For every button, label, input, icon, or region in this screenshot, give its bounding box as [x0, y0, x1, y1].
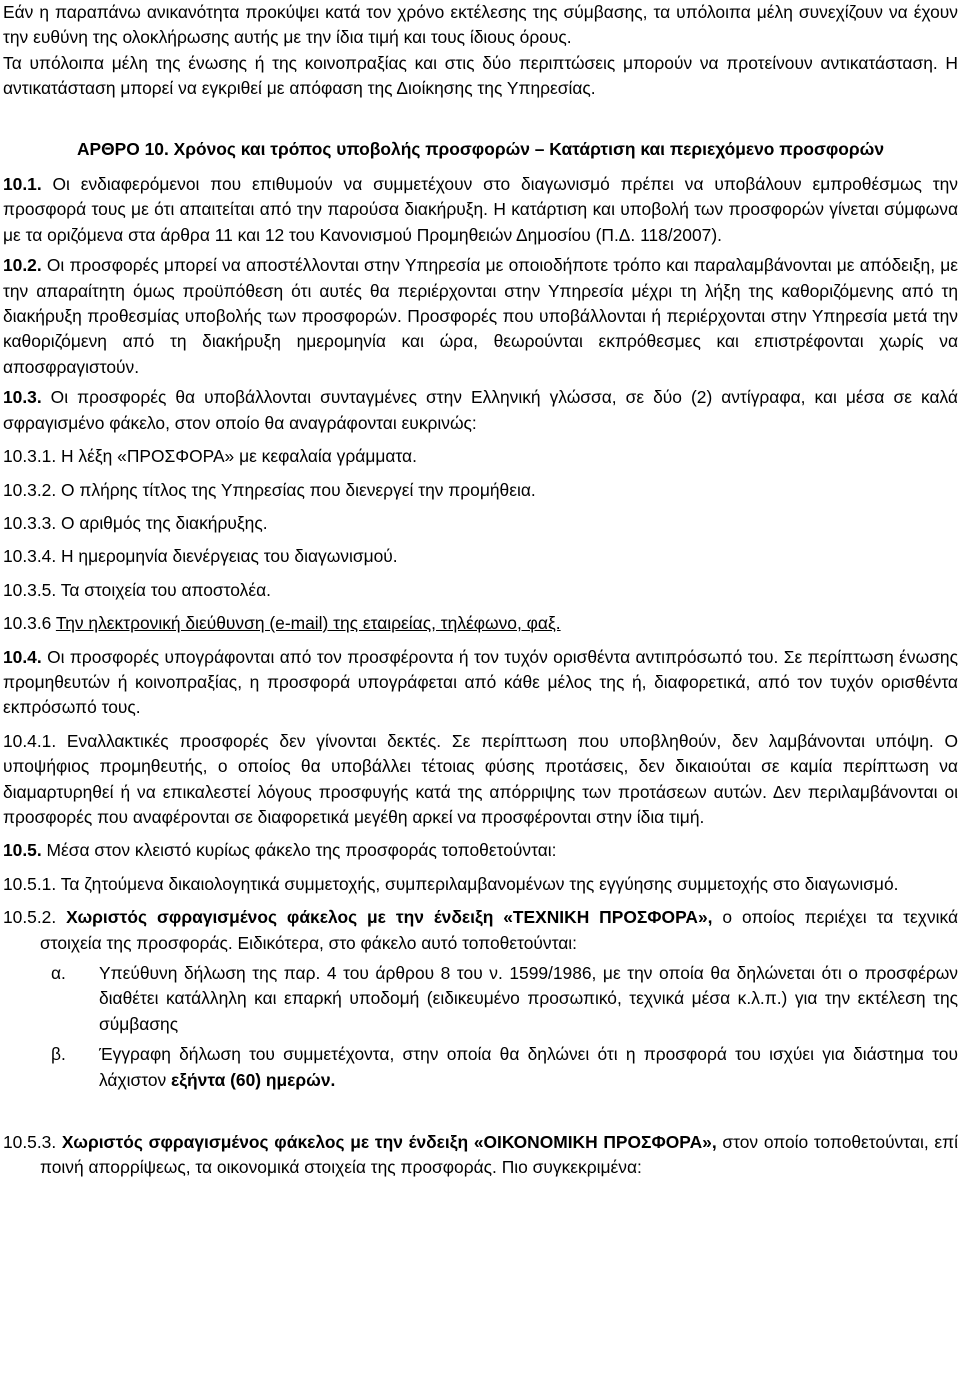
item-text: Την ηλεκτρονική διεύθυνση (e-mail) της εταιρείας, τηλέφωνο, φαξ.	[55, 613, 561, 634]
section-10-5-2	[3, 905, 958, 956]
section-text: Οι ενδιαφερόμενοι που επιθυμούν να συμμετέχουν στο διαγωνισμό πρέπει να υποβάλουν εμπροθέσμως την προσφορά τους με ότι απαιτείται από την παρούσα διακήρυξη. Η κατάρτιση και υποβολή των προσφορών γίνεται σύμφωνα με τα οριζόμενα στα άρθρα 11 και 12 του Κανονισμού Προμηθειών Δημοσίου (Π.Δ. 118/2007).	[3, 174, 958, 245]
section-text: Μέσα στον κλειστό κυρίως φάκελο της προσφοράς τοποθετούνται:	[41, 840, 557, 861]
list-marker: β.	[51, 1044, 66, 1065]
section-text: Οι προσφορές μπορεί να αποστέλλονται στην Υπηρεσία με οποιοδήποτε τρόπο και παραλαμβάνονται με απόδειξη, με την απαραίτητη όμως προϋπόθεση ότι αυτές θα περιέρχονται στην Υπηρεσία μέχρι τη λήξη της καθοριζόμενης από τη διακήρυξη προθεσμίας υποβολής των προσφορών. Προσφορές που υποβάλλονται ή περιέρχονται στην Υπηρεσία μετά την καθοριζόμενη από τη διακήρυξη ημερομηνία και ώρα, θεωρούνται εκπρόθεσμες και επιστρέφονται χωρίς να αποσφραγιστούν.	[3, 255, 958, 377]
section-10-5	[3, 838, 958, 863]
item-number: 10.5.2.	[3, 907, 67, 928]
section-10-4-1: 10.4.1. Εναλλακτικές προσφορές δεν γίνονται δεκτές. Σε περίπτωση που υποβληθούν, δεν λαμβάνονται υπόψη. Ο υποψήφιος προμηθευτής, ο οποίος θα υποβάλλει τέτοιας φύσης προτάσεις, δεν δικαιούται σε καμία περίπτωση να διαμαρτυρηθεί ή να επικαλεστεί λόγους προσφυγής κατά της απόρριψης των προτάσεων αυτών. Δεν περιλαμβάνονται οι προσφορές που αναφέρονται σε διαφορετικά μεγέθη αρκεί να προσφέρονται στην ίδια τιμή.	[3, 730, 958, 827]
list-text-wrap	[99, 1042, 958, 1093]
intro-paragraph-1: Εάν η παραπάνω ανικανότητα προκύψει κατά τον χρόνο εκτέλεσης της σύμβασης, τα υπόλοιπα μέλη συνεχίζουν να έχουν την ευθύνη της ολοκλήρωσης αυτής με την ίδια τιμή και τους ίδιους όρους.	[3, 2, 958, 48]
section-number: 10.1.	[3, 174, 42, 195]
technical-envelope-list	[51, 961, 958, 1093]
section-10-1	[3, 172, 958, 248]
list-text: Έγγραφη δήλωση του συμμετέχοντα, στην οποία θα δηλώνει ότι η προσφορά του ισχύει για διάστημα του λάχιστον	[99, 1044, 958, 1090]
list-text-bold: εξήντα (60) ημερών.	[171, 1069, 336, 1090]
section-10-3-5: 10.3.5. Τα στοιχεία του αποστολέα.	[3, 579, 271, 600]
section-10-3-4: 10.3.4. Η ημερομηνία διενέργειας του διαγωνισμού.	[3, 546, 398, 567]
section-number: 10.5.	[3, 840, 42, 861]
section-10-4	[3, 645, 958, 721]
section-10-5-3	[3, 1130, 958, 1181]
section-10-3-2: 10.3.2. Ο πλήρης τίτλος της Υπηρεσίας που διενεργεί την προμήθεια.	[3, 479, 536, 500]
list-marker: α.	[51, 963, 66, 983]
section-10-3-1: 10.3.1. Η λέξη «ΠΡΟΣΦΟΡΑ» με κεφαλαία γράμματα.	[3, 446, 417, 467]
section-text: Οι προσφορές υπογράφονται από τον προσφέροντα ή τον τυχόν ορισθέντα αντιπρόσωπό του. Σε περίπτωση ένωσης προμηθευτών ή κοινοπραξίας, η προσφορά υπογράφεται από κάθε μέλος της ή, διαφορετικά, από τον τυχόν ορισθέντα εκπρόσωπό τους.	[3, 646, 958, 718]
article-title: ΑΡΘΡΟ 10. Χρόνος και τρόπος υποβολής προσφορών – Κατάρτιση και περιεχόμενο προσφορών	[76, 138, 885, 159]
section-10-2	[3, 253, 958, 380]
section-10-3	[3, 385, 958, 436]
item-text: ο οποίος περιέχει τα τεχνικά στοιχεία της προσφοράς. Ειδικότερα, στο φάκελο αυτό τοποθετούνται:	[40, 907, 959, 953]
section-10-3-3: 10.3.3. Ο αριθμός της διακήρυξης.	[3, 512, 268, 533]
section-number: 10.2.	[3, 255, 42, 276]
list-item	[51, 1042, 958, 1093]
section-text: Οι προσφορές θα υποβάλλονται συνταγμένες στην Ελληνική γλώσσα, σε δύο (2) αντίγραφα, και μέσα σε καλά σφραγισμένο φάκελο, στον οποίο θα αναγράφονται ευκρινώς:	[3, 387, 958, 433]
item-number: 10.3.6	[3, 613, 56, 634]
section-10-3-6	[3, 611, 958, 636]
section-number: 10.4.	[3, 646, 42, 667]
item-text: στον οποίο τοποθετούνται, επί ποινή απορρίψεως, τα οικονομικά στοιχεία της προσφοράς. Πιο συγκεκριμένα:	[40, 1132, 959, 1178]
list-item	[51, 961, 958, 1037]
envelope-technical-label: Χωριστός σφραγισμένος φάκελος με την ένδειξη «ΤΕΧΝΙΚΗ ΠΡΟΣΦΟΡΑ»,	[66, 907, 713, 928]
section-10-5-1: 10.5.1. Τα ζητούμενα δικαιολογητικά συμμετοχής, συμπεριλαμβανομένων της εγγύησης συμμετοχής στο διαγωνισμό.	[3, 873, 899, 894]
envelope-financial-label: Χωριστός σφραγισμένος φάκελος με την ένδειξη «ΟΙΚΟΝΟΜΙΚΗ ΠΡΟΣΦΟΡΑ»,	[61, 1132, 717, 1153]
item-number: 10.5.3.	[3, 1132, 62, 1153]
intro-paragraph-2: Τα υπόλοιπα μέλη της ένωσης ή της κοινοπραξίας και στις δύο περιπτώσεις μπορούν να προτείνουν αντικατάσταση. Η αντικατάσταση μπορεί να εγκριθεί με απόφαση της Διοίκησης της Υπηρεσίας.	[3, 52, 958, 99]
list-text: Υπεύθυνη δήλωση της παρ. 4 του άρθρου 8 του ν. 1599/1986, με την οποία θα δηλώνεται ότι ο προσφέρων διαθέτει κατάλληλη και επαρκή υποδομή (ειδικευμένο προσωπικό, τεχνικά μέσα κ.λ.π.) για την εκτέλεση της σύμβασης	[99, 963, 958, 1034]
section-number: 10.3.	[3, 387, 42, 408]
